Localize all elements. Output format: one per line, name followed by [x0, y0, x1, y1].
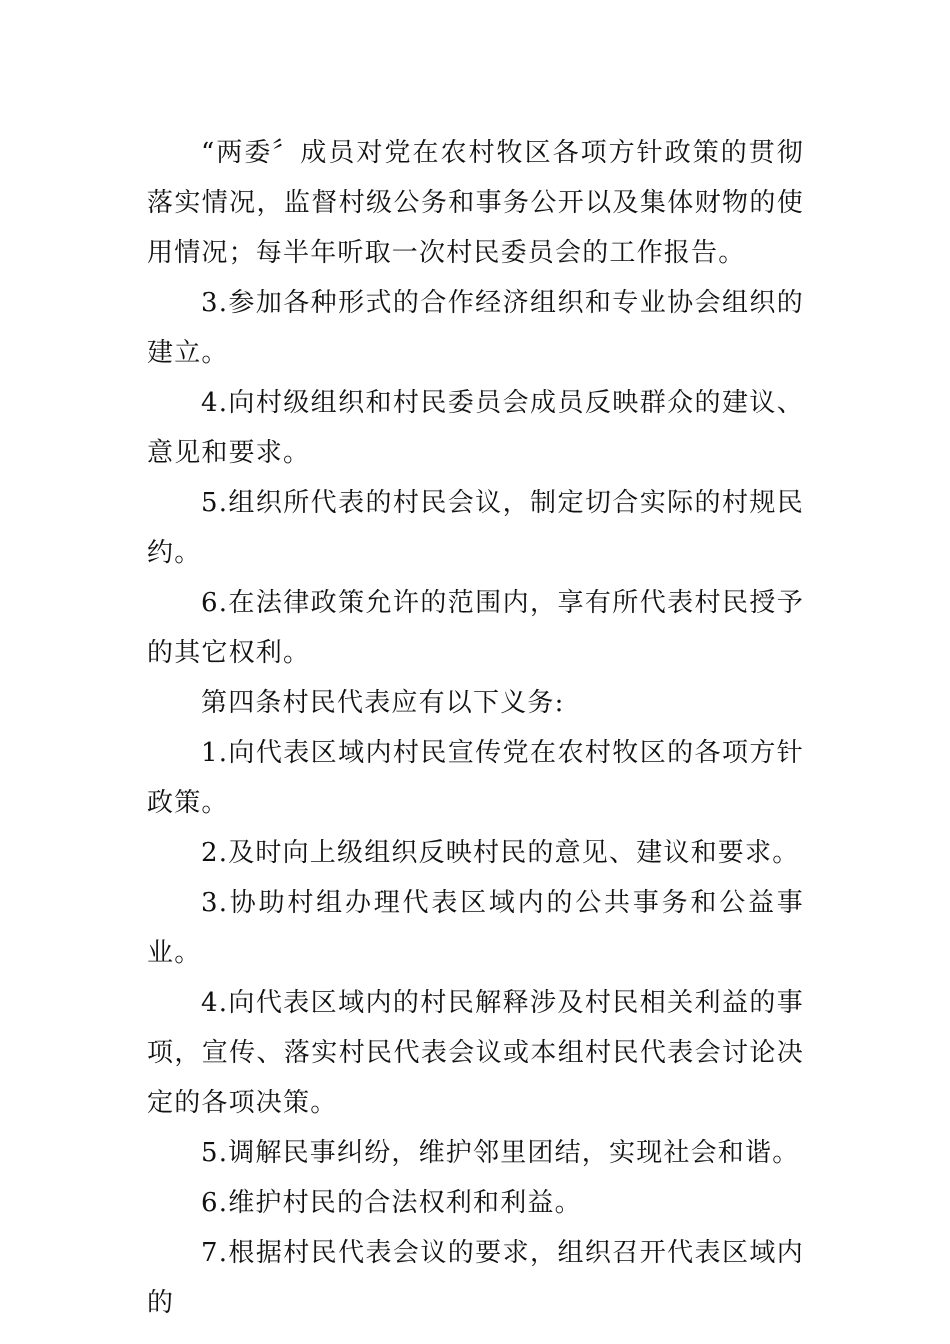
paragraph-duty-5: 5.调解民事纠纷，维护邻里团结，实现社会和谐。 — [201, 1138, 800, 1168]
paragraph-duty-7: 7.根据村民代表会议的要求，组织召开代表区域内的 — [147, 1238, 804, 1318]
paragraph-duty-6: 6.维护村民的合法权利和利益。 — [201, 1188, 582, 1218]
paragraph-duty-1: 1.向代表区域内村民宣传党在农村牧区的各项方针政策。 — [147, 738, 804, 818]
paragraph-duty-4: 4.向代表区域内的村民解释涉及村民相关利益的事项，宣传、落实村民代表会议或本组村民代表会讨论决定的各项决策。 — [147, 988, 804, 1118]
paragraph-duty-3: 3.协助村组办理代表区域内的公共事务和公益事业。 — [147, 888, 804, 968]
paragraph-duty-2: 2.及时向上级组织反映村民的意见、建议和要求。 — [201, 838, 800, 868]
paragraph-right-5: 5.组织所代表的村民会议，制定切合实际的村规民约。 — [147, 488, 804, 568]
paragraph-right-3: 3.参加各种形式的合作经济组织和专业协会组织的建立。 — [147, 288, 804, 368]
paragraph-supervision-continued: “两委〞成员对党在农村牧区各项方针政策的贯彻落实情况，监督村级公务和事务公开以及集体财物的使用情况；每半年听取一次村民委员会的工作报告。 — [147, 138, 804, 268]
article-4-heading: 第四条村民代表应有以下义务: — [201, 688, 565, 718]
paragraph-right-4: 4.向村级组织和村民委员会成员反映群众的建议、意见和要求。 — [147, 388, 804, 468]
paragraph-right-6: 6.在法律政策允许的范围内，享有所代表村民授予的其它权利。 — [147, 588, 804, 668]
document-body — [147, 128, 804, 1328]
